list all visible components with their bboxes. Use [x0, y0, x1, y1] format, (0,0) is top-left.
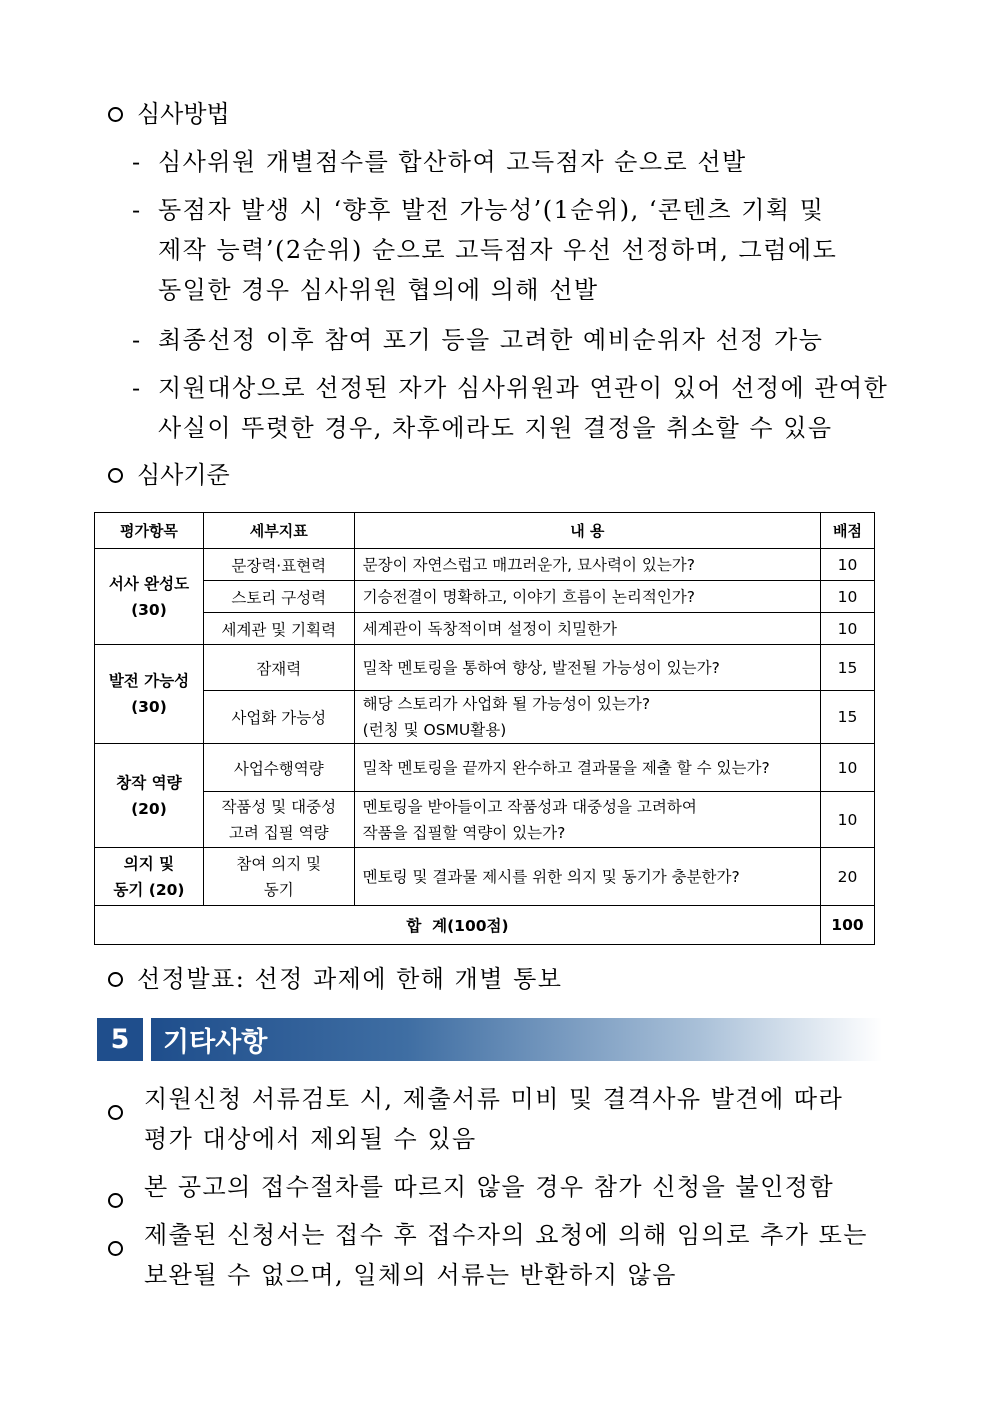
text-line: 최종선정 이후 참여 포기 등을 고려한 예비순위자 선정 가능: [158, 326, 824, 354]
sub-criterion-line: 고려 집필 역량: [228, 823, 329, 842]
section-title: 기타사항: [163, 1027, 268, 1058]
content-cell: 밀착 멘토링을 끝까지 완수하고 결과물을 제출 할 수 있는가?: [354, 744, 820, 792]
sub-criterion-cell: [203, 792, 354, 848]
review-criteria-heading: [108, 459, 230, 491]
review-criteria-title: 심사기준: [137, 461, 230, 489]
content-line: 멘토링을 받아들이고 작품성과 대중성을 고려하여: [362, 797, 697, 816]
content-cell: 문장이 자연스럽고 매끄러운가, 묘사력이 있는가?: [354, 549, 820, 581]
column-header: 세부지표: [203, 513, 354, 549]
category-label: 창작 역량: [116, 773, 182, 792]
text-line: 평가 대상에서 제외될 수 있음: [144, 1125, 477, 1153]
content-cell: [354, 691, 820, 744]
score-cell: 10: [820, 581, 874, 613]
review-method-title: 심사방법: [137, 100, 230, 128]
sub-criterion-cell: 사업화 가능성: [203, 691, 354, 744]
review-method-heading: [108, 98, 230, 130]
category-points: (20): [131, 799, 167, 818]
total-label: 합 계(100점): [95, 906, 821, 945]
table-row: [95, 848, 875, 906]
content-cell: 세계관이 독창적이며 설정이 치밀한가: [354, 613, 820, 645]
criteria-table: [94, 512, 875, 945]
category-cell: [95, 744, 204, 848]
text-line: 동점자 발생 시 ‘향후 발전 가능성’(1순위), ‘콘텐츠 기획 및: [158, 196, 825, 224]
category-label: 의지 및: [123, 854, 175, 873]
category-cell: [95, 645, 204, 744]
text-line: 보완될 수 없으며, 일체의 서류는 반환하지 않음: [144, 1261, 677, 1289]
category-cell: [95, 848, 204, 906]
text-line: 본 공고의 접수절차를 따르지 않을 경우 참가 신청을 불인정함: [144, 1173, 835, 1201]
sub-criterion-line: 동기: [263, 880, 294, 899]
circle-bullet-icon: [108, 1241, 123, 1256]
announcement-text: 선정발표: 선정 과제에 한해 개별 통보: [137, 965, 563, 993]
table-row: [95, 645, 875, 691]
content-line: 해당 스토리가 사업화 될 가능성이 있는가?: [362, 695, 651, 713]
sub-criterion-cell: 스토리 구성력: [203, 581, 354, 613]
content-line: (런칭 및 OSMU활용): [362, 721, 507, 739]
section-number-badge: 5: [97, 1018, 143, 1061]
table-row: [95, 613, 875, 645]
table-header-row: [95, 513, 875, 549]
text-line: 사실이 뚜렷한 경우, 차후에라도 지원 결정을 취소할 수 있음: [158, 414, 833, 442]
text-line: 제작 능력’(2순위) 순으로 고득점자 우선 선정하며, 그럼에도: [158, 236, 838, 264]
sub-criterion-cell: 문장력·표현력: [203, 549, 354, 581]
column-header: 평가항목: [95, 513, 204, 549]
circle-bullet-icon: [108, 468, 123, 483]
table-row: [95, 691, 875, 744]
total-score: 100: [820, 906, 874, 945]
content-cell: [354, 792, 820, 848]
score-cell: 10: [820, 792, 874, 848]
dash-bullet-icon: -: [132, 374, 142, 402]
sub-criterion-line: 작품성 및 대중성: [221, 797, 337, 816]
score-cell: 10: [820, 744, 874, 792]
circle-bullet-icon: [108, 1105, 123, 1120]
table-row: [95, 744, 875, 792]
text-line: 제출된 신청서는 접수 후 접수자의 요청에 의해 임의로 추가 또는: [144, 1221, 868, 1249]
category-label: 서사 완성도: [108, 574, 190, 593]
circle-bullet-icon: [108, 1193, 123, 1208]
table-row: [95, 581, 875, 613]
content-cell: 밀착 멘토링을 통하여 향상, 발전될 가능성이 있는가?: [354, 645, 820, 691]
category-label: 발전 가능성: [108, 672, 190, 690]
score-cell: 10: [820, 613, 874, 645]
category-points: (30): [131, 698, 167, 716]
dash-bullet-icon: -: [132, 196, 142, 224]
sub-criterion-line: 참여 의지 및: [236, 854, 322, 873]
content-cell: 기승전결이 명확하고, 이야기 흐름이 논리적인가?: [354, 581, 820, 613]
table-row: [95, 549, 875, 581]
score-cell: 20: [820, 848, 874, 906]
circle-bullet-icon: [108, 972, 123, 987]
content-line: 작품을 집필할 역량이 있는가?: [362, 823, 566, 842]
text-line: 심사위원 개별점수를 합산하여 고득점자 순으로 선발: [158, 148, 747, 176]
circle-bullet-icon: [108, 107, 123, 122]
score-cell: 15: [820, 645, 874, 691]
sub-criterion-cell: 세계관 및 기획력: [203, 613, 354, 645]
category-cell: [95, 549, 204, 645]
text-line: 동일한 경우 심사위원 협의에 의해 선발: [158, 276, 599, 304]
category-points: 동기 (20): [113, 880, 185, 899]
total-row: [95, 906, 875, 945]
score-cell: 10: [820, 549, 874, 581]
column-header: 내 용: [354, 513, 820, 549]
table-row: [95, 792, 875, 848]
sub-criterion-cell: 사업수행역량: [203, 744, 354, 792]
column-header: 배점: [820, 513, 874, 549]
dash-bullet-icon: -: [132, 148, 142, 176]
content-cell: 멘토링 및 결과물 제시를 위한 의지 및 동기가 충분한가?: [354, 848, 820, 906]
dash-bullet-icon: -: [132, 326, 142, 354]
announcement-heading: [108, 963, 563, 995]
text-line: 지원신청 서류검토 시, 제출서류 미비 및 결격사유 발견에 따라: [144, 1085, 844, 1113]
text-line: 지원대상으로 선정된 자가 심사위원과 연관이 있어 선정에 관여한: [158, 374, 889, 402]
category-points: (30): [131, 600, 167, 619]
section-title-bar: [151, 1018, 882, 1061]
sub-criterion-cell: [203, 848, 354, 906]
score-cell: 15: [820, 691, 874, 744]
sub-criterion-cell: 잠재력: [203, 645, 354, 691]
